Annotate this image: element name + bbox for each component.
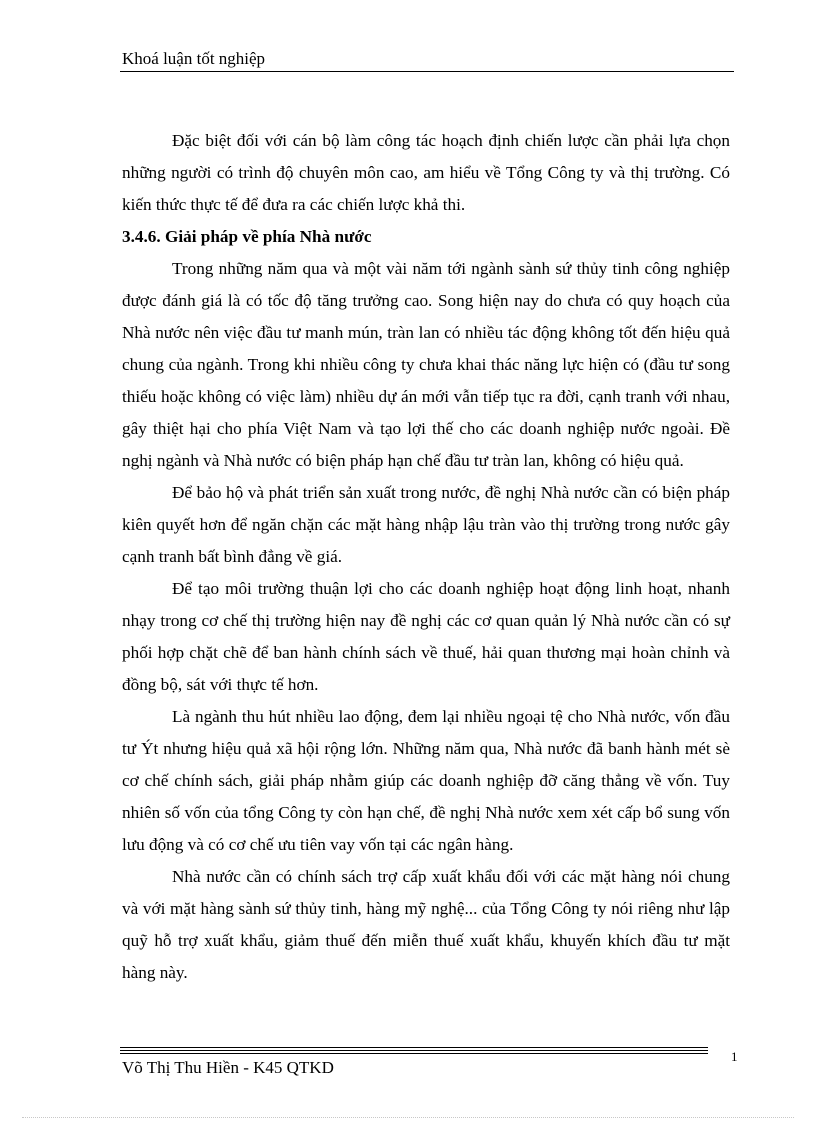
page-edge-dotted-rule: [22, 1117, 794, 1118]
paragraph-1: Đặc biệt đối với cán bộ làm công tác hoạch định chiến lược cần phải lựa chọn những người có trình độ chuyên môn cao, am hiểu về Tổng Công ty và thị trường. Có kiến thức thực tế để đưa ra các chiến lược khả thi.: [122, 131, 730, 214]
header-rule: [120, 71, 734, 72]
section-heading: 3.4.6. Giải pháp về phía Nhà nước: [122, 227, 372, 246]
paragraph-2: Trong những năm qua và một vài năm tới ngành sành sứ thủy tinh công nghiệp được đánh giá là có tốc độ tăng trưởng cao. Song hiện nay do chưa có quy hoạch của Nhà nước nên việc đầu tư manh mún, tràn lan có nhiều tác động không tốt đến hiệu quả chung của ngành. Trong khi nhiều công ty chưa khai thác năng lực hiện có (đầu tư song thiếu hoặc không có việc làm) nhiều dự án mới vẫn tiếp tục ra đời, cạnh tranh với nhau, gây thiệt hại cho phía Việt Nam và tạo lợi thế cho các doanh nghiệp nước ngoài. Đề nghị ngành và Nhà nước có biện pháp hạn chế đầu tư tràn lan, không có hiệu quả.: [122, 259, 730, 470]
paragraph-4: Để tạo môi trường thuận lợi cho các doanh nghiệp hoạt động linh hoạt, nhanh nhạy trong cơ chế thị trường hiện nay đề nghị các cơ quan quản lý Nhà nước cần có sự phối hợp chặt chẽ để ban hành chính sách về thuế, hải quan thương mại hoàn chỉnh và đồng bộ, sát với thực tế hơn.: [122, 579, 730, 694]
paragraph-3: Để bảo hộ và phát triển sản xuất trong nước, đề nghị Nhà nước cần có biện pháp kiên quyết hơn để ngăn chặn các mặt hàng nhập lậu tràn vào thị trường trong nước gây cạnh tranh bất bình đẳng về giá.: [122, 483, 730, 566]
footer-author: Võ Thị Thu Hiền - K45 QTKD: [122, 1058, 334, 1077]
footer-rule-bottom: [120, 1053, 708, 1054]
footer-rule-top: [120, 1047, 708, 1048]
footer-rule-middle: [120, 1050, 708, 1051]
header-title: Khoá luận tốt nghiệp: [122, 49, 266, 68]
paragraph-5: Là ngành thu hút nhiều lao động, đem lại nhiều ngoại tệ cho Nhà nước, vốn đầu tư Ýt nhưng hiệu quả xã hội rộng lớn. Những năm qua, Nhà nước đã banh hành mét sè cơ chế chính sách, giải pháp nhằm giúp các doanh nghiệp đỡ căng thẳng về vốn. Tuy nhiên số vốn của tổng Công ty còn hạn chế, đề nghị Nhà nước xem xét cấp bổ sung vốn lưu động và có cơ chế ưu tiên vay vốn tại các ngân hàng.: [122, 707, 730, 854]
document-body: [122, 125, 730, 989]
page-number: 1: [731, 1049, 738, 1064]
paragraph-6: Nhà nước cần có chính sách trợ cấp xuất khẩu đối với các mặt hàng nói chung và với mặt hàng sành sứ thủy tinh, hàng mỹ nghệ... của Tổng Công ty nói riêng như lập quỹ hỗ trợ xuất khẩu, giảm thuế đến miễn thuế xuất khẩu, khuyến khích đầu tư mặt hàng này.: [122, 867, 730, 982]
